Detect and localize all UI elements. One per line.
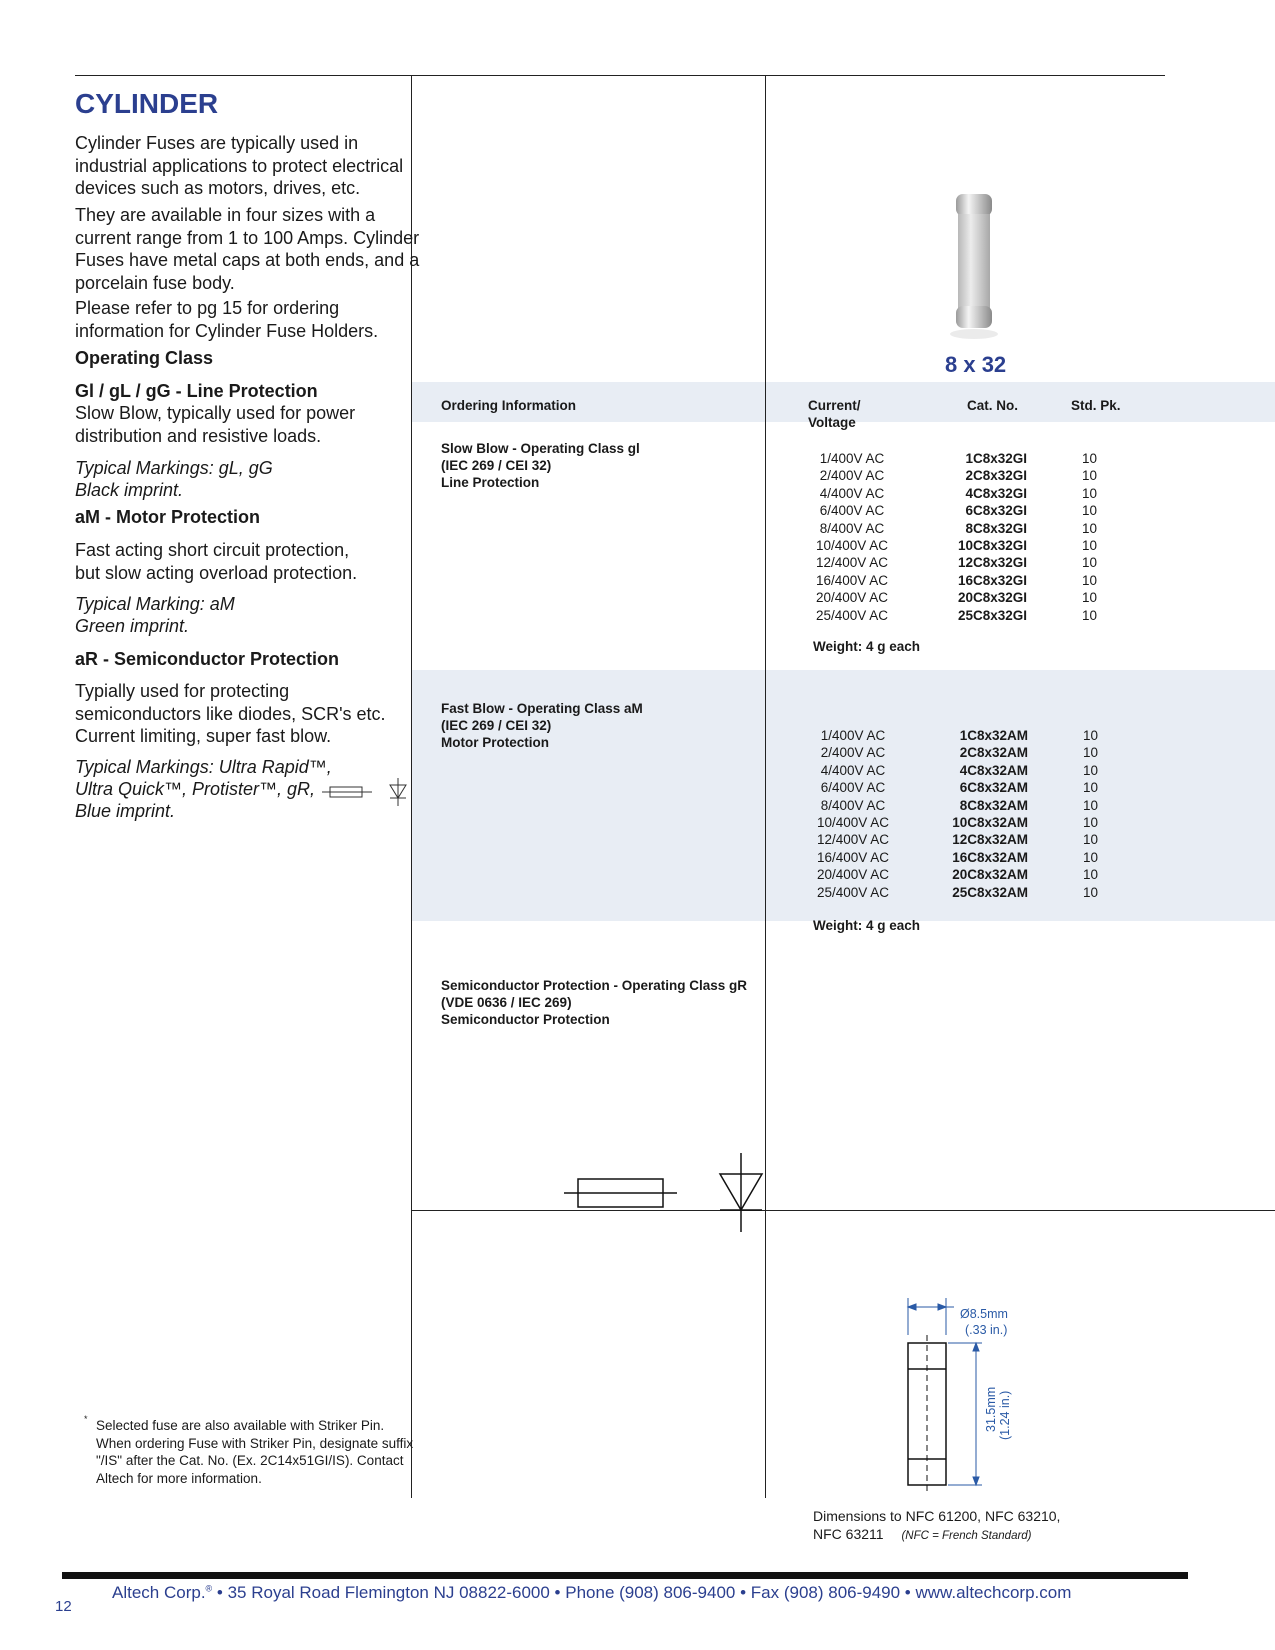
footer-address: • 35 Royal Road Flemington NJ 08822-6000 • Phone (908) 806-9400 • Fax (908) 806-9490 • www.altechcorp.com xyxy=(212,1583,1072,1602)
current-cell: 25/400V AC xyxy=(815,607,889,623)
std-pk-cell: 10 xyxy=(1081,485,1097,501)
page-title: CYLINDER xyxy=(75,88,219,119)
footer-bar xyxy=(62,1572,1188,1579)
cat-no-cell: 6C8x32GI xyxy=(965,503,1027,519)
col-std-pk: Std. Pk. xyxy=(1071,398,1121,413)
dim-note-2-italic: (NFC = French Standard) xyxy=(901,1530,1032,1542)
gl-description: Slow Blow, typically used for power distribution and resistive loads. xyxy=(75,403,356,446)
table-row xyxy=(802,502,1101,519)
std-pk-cell: 10 xyxy=(1081,503,1097,519)
intro-paragraph-1: Cylinder Fuses are typically used in industrial applications to protect electrical devices such as motors, drives, etc. xyxy=(75,133,404,198)
gr-section-line3: Semiconductor Protection xyxy=(441,1012,610,1027)
cat-no-cell: 4C8x32AM xyxy=(959,762,1028,778)
top-rule xyxy=(75,75,1165,76)
table-row xyxy=(802,520,1101,537)
col-voltage: Voltage xyxy=(808,415,856,430)
ar-marking-1: Typical Markings: Ultra Rapid™, xyxy=(75,757,332,777)
std-pk-cell: 10 xyxy=(1081,590,1097,606)
am-marking-2: Green imprint. xyxy=(75,616,190,636)
gl-section-line2: (IEC 269 / CEI 32) xyxy=(441,458,552,473)
cat-no-cell: 4C8x32GI xyxy=(965,485,1027,501)
table-row xyxy=(802,589,1101,606)
gr-symbols xyxy=(562,1150,772,1234)
std-pk-cell: 10 xyxy=(1081,451,1097,466)
std-pk-cell: 10 xyxy=(1082,867,1098,883)
current-cell: 2/400V AC xyxy=(819,468,885,484)
cat-no-cell: 1C8x32GI xyxy=(965,451,1027,466)
current-cell: 12/400V AC xyxy=(815,555,889,571)
col-cat-no: Cat. No. xyxy=(967,398,1019,413)
current-cell: 12/400V AC xyxy=(816,832,890,848)
am-section-line2: (IEC 269 / CEI 32) xyxy=(441,718,552,733)
std-pk-cell: 10 xyxy=(1081,572,1097,588)
divider-right xyxy=(765,75,766,1498)
cat-no-cell: 2C8x32GI xyxy=(965,468,1027,484)
current-cell: 1/400V AC xyxy=(820,728,886,743)
current-cell: 6/400V AC xyxy=(819,503,885,519)
footnote-star: * xyxy=(84,1414,88,1424)
std-pk-cell: 10 xyxy=(1081,537,1097,553)
cat-no-cell: 1C8x32AM xyxy=(959,728,1028,743)
fuse-outline-icon xyxy=(908,1335,946,1493)
small-fuse-icon xyxy=(322,787,372,797)
dim-length-mm: 31.5mm xyxy=(984,1386,998,1432)
current-cell: 10/400V AC xyxy=(815,537,889,553)
std-pk-cell: 10 xyxy=(1082,814,1098,830)
current-cell: 20/400V AC xyxy=(816,867,890,883)
ordering-info-label: Ordering Information xyxy=(441,398,576,413)
current-cell: 10/400V AC xyxy=(816,814,890,830)
gl-section-line3: Line Protection xyxy=(441,475,540,490)
gl-marking-2: Black imprint. xyxy=(75,480,184,500)
cat-no-cell: 20C8x32GI xyxy=(957,590,1027,606)
table-row xyxy=(802,554,1101,571)
dim-note-2: NFC 63211 (NFC = French Standard) xyxy=(813,1526,1032,1542)
am-marking-1: Typical Marking: aM xyxy=(75,594,235,614)
std-pk-cell: 10 xyxy=(1082,728,1098,743)
table-row xyxy=(803,779,1102,796)
current-cell: 8/400V AC xyxy=(820,797,886,813)
cat-no-cell: 10C8x32AM xyxy=(952,814,1028,830)
table-row xyxy=(803,849,1102,866)
cat-no-cell: 16C8x32AM xyxy=(952,849,1028,865)
page-number: 12 xyxy=(55,1598,72,1615)
divider-dimensions xyxy=(412,1210,1275,1211)
current-cell: 25/400V AC xyxy=(816,884,890,900)
footer-company: Altech Corp. xyxy=(112,1583,206,1602)
cat-no-cell: 12C8x32AM xyxy=(952,832,1028,848)
dim-note-1: Dimensions to NFC 61200, NFC 63210, xyxy=(813,1508,1061,1524)
std-pk-cell: 10 xyxy=(1082,762,1098,778)
am-section-line3: Motor Protection xyxy=(441,735,549,750)
footnote-text: Selected fuse are also available with Striker Pin. When ordering Fuse with Striker Pin, designate suffix "/IS" after the Cat. No. (Ex. 2C14x51GI/IS). Contact Altech for more information. xyxy=(96,1418,414,1486)
ar-marking-2: Ultra Quick™, Protister™, gR, xyxy=(75,779,316,799)
gl-marking-1: Typical Markings: gL, gG xyxy=(75,458,273,478)
current-cell: 4/400V AC xyxy=(820,762,886,778)
cat-no-cell: 25C8x32GI xyxy=(957,607,1027,623)
std-pk-cell: 10 xyxy=(1081,555,1097,571)
cat-no-cell: 16C8x32GI xyxy=(957,572,1027,588)
cat-no-cell: 8C8x32GI xyxy=(965,520,1027,536)
small-fuse-diode-symbol xyxy=(322,776,410,810)
dim-diameter-in: (.33 in.) xyxy=(965,1323,1008,1337)
am-heading: aM - Motor Protection xyxy=(75,507,260,527)
operating-class-heading: Operating Class xyxy=(75,348,214,368)
current-cell: 6/400V AC xyxy=(820,780,886,796)
table-row xyxy=(803,797,1102,814)
table-row xyxy=(803,866,1102,883)
table-row xyxy=(802,572,1101,589)
am-table xyxy=(803,727,1102,901)
dim-diameter-mm: Ø8.5mm xyxy=(960,1307,1008,1321)
cat-no-cell: 6C8x32AM xyxy=(959,780,1028,796)
small-diode-icon xyxy=(390,778,406,806)
std-pk-cell: 10 xyxy=(1082,797,1098,813)
gl-table xyxy=(802,450,1101,624)
fuse-photo xyxy=(950,190,1000,340)
current-cell: 2/400V AC xyxy=(820,745,886,761)
cat-no-cell: 2C8x32AM xyxy=(959,745,1028,761)
col-current: Current/ xyxy=(808,398,861,413)
std-pk-cell: 10 xyxy=(1081,468,1097,484)
cat-no-cell: 8C8x32AM xyxy=(959,797,1028,813)
footer-reg: ® xyxy=(205,1583,213,1594)
gl-section-line1: Slow Blow - Operating Class gl xyxy=(441,441,640,456)
product-size: 8 x 32 xyxy=(945,352,1007,377)
table-row xyxy=(802,467,1101,484)
gr-section-line2: (VDE 0636 / IEC 269) xyxy=(441,995,572,1010)
current-cell: 8/400V AC xyxy=(819,520,885,536)
cat-no-cell: 20C8x32AM xyxy=(952,867,1028,883)
table-row xyxy=(803,762,1102,779)
std-pk-cell: 10 xyxy=(1082,832,1098,848)
gr-section-line1: Semiconductor Protection - Operating Class gR xyxy=(441,978,748,993)
current-cell: 1/400V AC xyxy=(819,451,885,466)
am-section-line1: Fast Blow - Operating Class aM xyxy=(441,701,643,716)
gl-heading: Gl / gL / gG - Line Protection xyxy=(75,381,318,401)
intro-paragraph-3: Please refer to pg 15 for ordering information for Cylinder Fuse Holders. xyxy=(75,298,379,341)
cat-no-cell: 10C8x32GI xyxy=(957,537,1027,553)
gl-weight: Weight: 4 g each xyxy=(813,639,921,654)
std-pk-cell: 10 xyxy=(1082,780,1098,796)
ar-marking-3: Blue imprint. xyxy=(75,801,176,821)
cat-no-cell: 25C8x32AM xyxy=(952,884,1028,900)
table-row xyxy=(803,814,1102,831)
current-cell: 16/400V AC xyxy=(815,572,889,588)
table-row xyxy=(802,607,1101,624)
ar-description: Typially used for protecting semiconductors like diodes, SCR's etc. Current limiting, super fast blow. xyxy=(75,681,386,746)
current-cell: 16/400V AC xyxy=(816,849,890,865)
cat-no-cell: 12C8x32GI xyxy=(957,555,1027,571)
table-row xyxy=(803,744,1102,761)
table-row xyxy=(802,450,1101,467)
ar-heading: aR - Semiconductor Protection xyxy=(75,649,340,669)
dim-length-in: (1.24 in.) xyxy=(998,1390,1012,1440)
std-pk-cell: 10 xyxy=(1081,520,1097,536)
std-pk-cell: 10 xyxy=(1082,849,1098,865)
fuse-symbol-icon xyxy=(564,1179,677,1207)
table-row xyxy=(803,831,1102,848)
table-row xyxy=(803,727,1102,744)
am-weight: Weight: 4 g each xyxy=(813,918,921,933)
table-row xyxy=(803,884,1102,901)
std-pk-cell: 10 xyxy=(1082,884,1098,900)
std-pk-cell: 10 xyxy=(1081,607,1097,623)
intro-paragraph-2: They are available in four sizes with a current range from 1 to 100 Amps. Cylinder Fuses have metal caps at both ends, and a porcelain fuse body. xyxy=(75,205,420,293)
am-description: Fast acting short circuit protection, but slow acting overload protection. xyxy=(75,540,358,583)
footer-contact xyxy=(112,1583,1071,1603)
current-cell: 20/400V AC xyxy=(815,590,889,606)
std-pk-cell: 10 xyxy=(1082,745,1098,761)
table-row xyxy=(802,485,1101,502)
diode-symbol-icon xyxy=(720,1153,762,1232)
table-row xyxy=(802,537,1101,554)
current-cell: 4/400V AC xyxy=(819,485,885,501)
